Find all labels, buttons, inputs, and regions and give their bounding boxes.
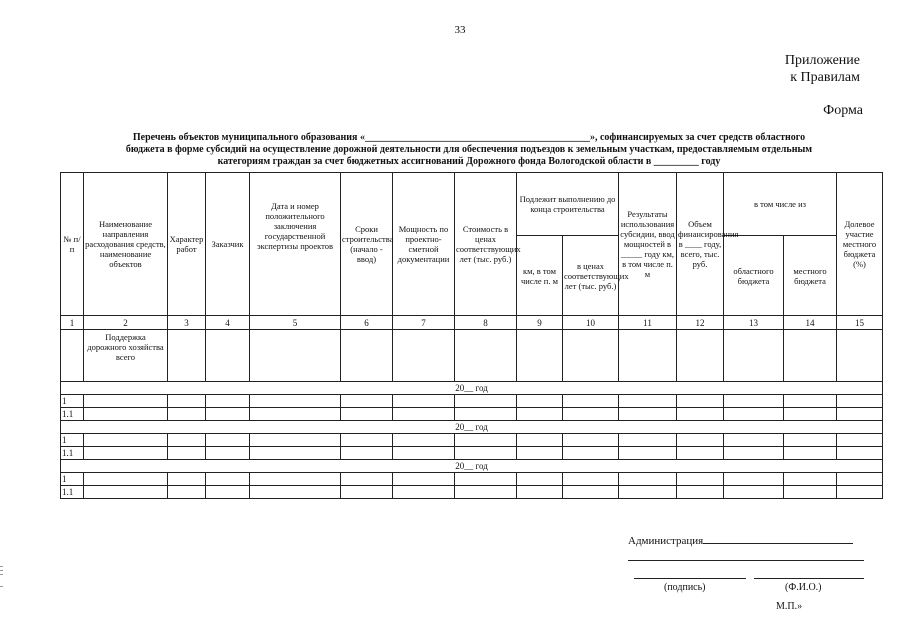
document-title (60, 132, 878, 168)
admin-signature-line (628, 534, 853, 547)
admin-blank (703, 534, 853, 544)
column-number: 3 (168, 316, 206, 330)
edge-mark (0, 586, 3, 587)
title-line-3: категориям граждан за счет бюджетных ассигнований Дорожного фонда Вологодской области в _________ году (217, 156, 721, 167)
appendix-line-2: к Правилам (790, 70, 860, 85)
admin-label: Администрация (628, 535, 704, 547)
column-number: 11 (619, 316, 677, 330)
row-number: 1 (61, 473, 84, 486)
column-numbers-row (61, 316, 883, 330)
header-expertise: Дата и номер положительного заключения государственной экспертизы проектов (250, 173, 341, 316)
column-number: 6 (341, 316, 393, 330)
header-work-type: Характер работ (168, 173, 206, 316)
stamp-place-label: М.П.» (776, 601, 803, 612)
form-label: Форма (823, 103, 863, 118)
year-label: 20__ год (61, 460, 883, 473)
objects-table (60, 172, 883, 499)
table-row (61, 408, 883, 421)
table-row (61, 473, 883, 486)
signature-blank-line (628, 560, 864, 561)
header-volume: Объем финансирования в ____ году, всего, тыс. руб. (677, 173, 724, 316)
column-number: 1 (61, 316, 84, 330)
row-number: 1.1 (61, 408, 84, 421)
header-num: № п/п (61, 173, 84, 316)
appendix-header (700, 52, 860, 86)
edge-mark (0, 574, 3, 575)
edge-mark (0, 566, 3, 567)
header-row-1 (61, 173, 883, 236)
header-remaining-group: Подлежит выполнению до конца строительства (517, 173, 619, 236)
total-row (61, 330, 883, 382)
column-number: 9 (517, 316, 563, 330)
table-row (61, 395, 883, 408)
year-row (61, 382, 883, 395)
column-number: 8 (455, 316, 517, 330)
header-including-group: в том числе из (724, 173, 837, 236)
header-regional-budget: областного бюджета (724, 236, 784, 316)
column-number: 12 (677, 316, 724, 330)
edge-mark (0, 570, 3, 571)
column-number: 13 (724, 316, 784, 330)
table-row (61, 434, 883, 447)
table-row (61, 447, 883, 460)
header-prices: в ценах соответствующих лет (тыс. руб.) (563, 236, 619, 316)
header-share: Долевое участие местного бюджета (%) (837, 173, 883, 316)
column-number: 10 (563, 316, 619, 330)
sign-blank-line (634, 578, 746, 579)
header-capacity: Мощность по проектно-сметной документации (393, 173, 455, 316)
header-terms: Сроки строительства (начало - ввод) (341, 173, 393, 316)
row-number: 1 (61, 434, 84, 447)
row-number: 1.1 (61, 486, 84, 499)
column-number: 4 (206, 316, 250, 330)
appendix-line-1: Приложение (784, 53, 860, 68)
fio-label: (Ф.И.О.) (785, 582, 822, 593)
header-results: Результаты использования субсидии, ввод мощностей в _____ году км, в том числе п. м (619, 173, 677, 316)
total-row-label: Поддержка дорожного хозяйства всего (84, 330, 168, 382)
header-name: Наименование направления расходования средств, наименование объектов (84, 173, 168, 316)
year-row (61, 421, 883, 434)
fio-blank-line (754, 578, 864, 579)
row-number: 1.1 (61, 447, 84, 460)
page-number: 33 (454, 24, 466, 36)
year-row (61, 460, 883, 473)
row-number: 1 (61, 395, 84, 408)
header-cost: Стоимость в ценах соответствующих лет (тыс. руб.) (455, 173, 517, 316)
column-number: 2 (84, 316, 168, 330)
header-local-budget: местного бюджета (784, 236, 837, 316)
sign-label: (подпись) (664, 582, 706, 593)
column-number: 5 (250, 316, 341, 330)
column-number: 14 (784, 316, 837, 330)
year-label: 20__ год (61, 421, 883, 434)
title-line-2: бюджета в форме субсидий на осуществление дорожной деятельности для обеспечения подъездов к земельным участкам, предоставляемым отдельным (125, 144, 813, 155)
title-line-1: Перечень объектов муниципального образования «_____________________________________________», софинансируемых за счет средств областного (132, 132, 806, 143)
table-row (61, 486, 883, 499)
header-customer: Заказчик (206, 173, 250, 316)
header-km: км, в том числе п. м (517, 236, 563, 316)
year-label: 20__ год (61, 382, 883, 395)
column-number: 7 (393, 316, 455, 330)
column-number: 15 (837, 316, 883, 330)
